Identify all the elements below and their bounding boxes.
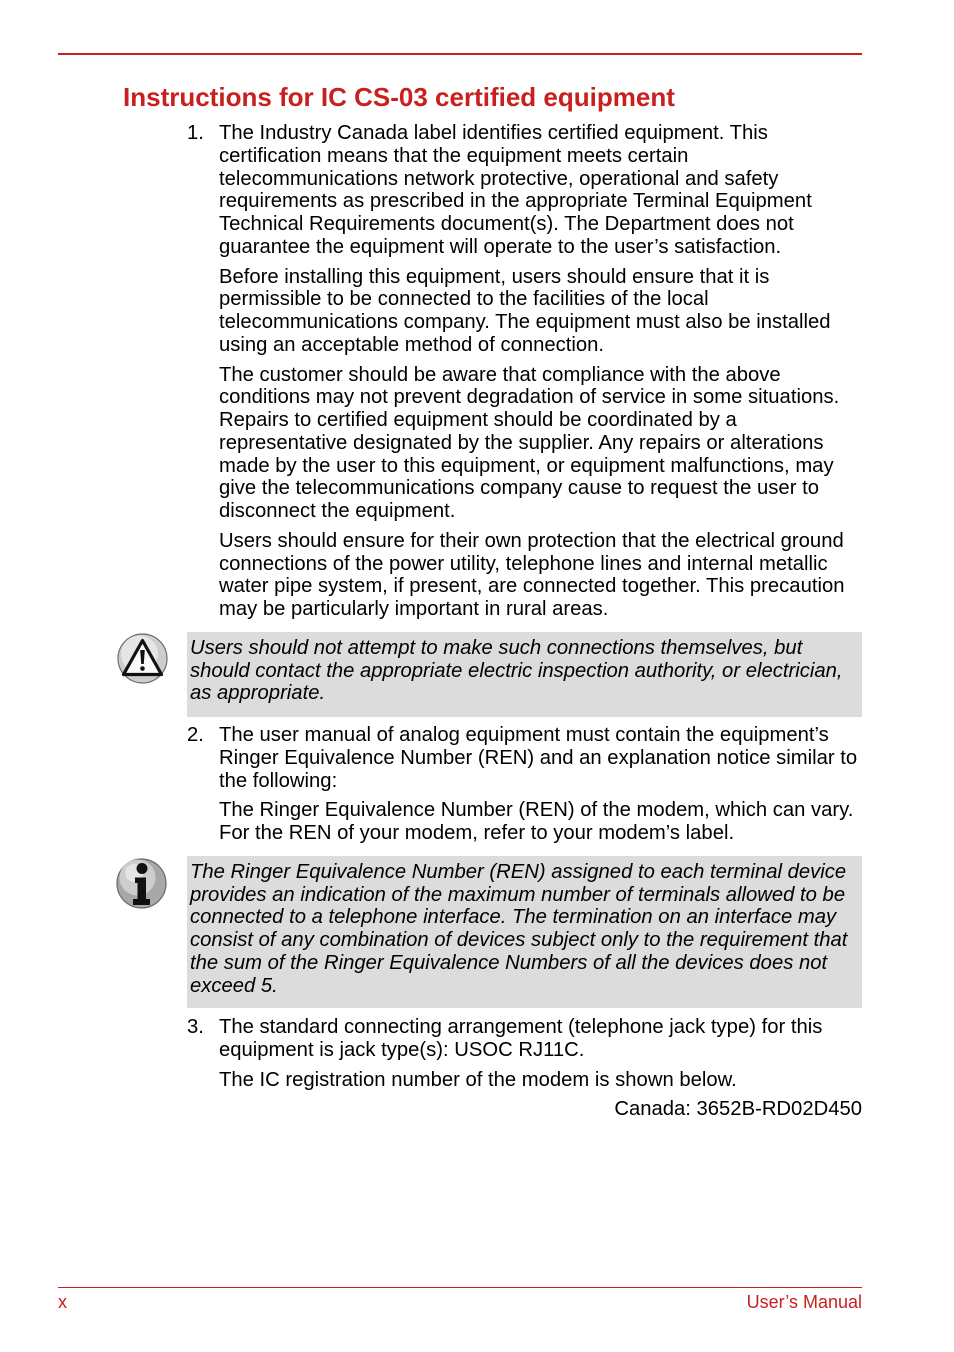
list-item-paragraph: Users should ensure for their own protection that the electrical ground connections of the power utility, telephone lines and internal metallic water pipe system, if present, are connected together. This precaution may be particularly important in rural areas. (219, 529, 845, 620)
warning-icon (117, 633, 168, 684)
section-heading: Instructions for IC CS-03 certified equipment (123, 82, 675, 112)
info-icon-graphic (116, 858, 167, 909)
list-item-paragraph: The user manual of analog equipment must contain the equipment’s Ringer Equivalence Number (REN) and an explanation notice similar to the following: (219, 724, 858, 792)
list-item-number: 1. (187, 122, 204, 144)
exclamation-mark-dot (140, 666, 145, 671)
list-item-paragraph: Before installing this equipment, users should ensure that it is permissible to be connected to the facilities of the local telecommunications company. The equipment must also be installed using an acceptable method of connection. (219, 265, 831, 356)
list-item-body (219, 122, 862, 621)
header-rule (58, 53, 862, 55)
list-item-number: 3. (187, 1016, 204, 1038)
info-note-text: The Ringer Equivalence Number (REN) assigned to each terminal device provides an indication of the maximum number of terminals allowed to be connected to a telephone interface. The termination on an interface may consist of any combination of devices subject only to the requirement that the sum of the Ringer Equivalence Numbers of all the devices does not exceed 5. (190, 860, 848, 997)
list-item (187, 122, 862, 628)
list-item-paragraph: The Industry Canada label identifies certified equipment. This certification means that the equipment meets certain telecommunications network protective, operational and safety requirements as prescribed in the appropriate Terminal Equipment Technical Requirements document(s). The Department does not guarantee the equipment will operate to the user’s satisfaction. (219, 122, 812, 258)
list-item-paragraph: The Ringer Equivalence Number (REN) of the modem, which can vary. For the REN of your modem, refer to your modem’s label. (219, 799, 854, 844)
list-item-paragraph: The IC registration number of the modem is shown below. (219, 1068, 737, 1091)
list-item-body (219, 724, 862, 845)
warning-note-text: Users should not attempt to make such connections themselves, but should contact the appropriate electric inspection authority, or electrician, as appropriate. (190, 636, 843, 705)
info-icon-dot (137, 863, 148, 874)
warning-icon-graphic (117, 633, 168, 684)
list-item-body (219, 1016, 862, 1121)
list-item-paragraph: The standard connecting arrangement (telephone jack type) for this equipment is jack type(s): USOC RJ11C. (219, 1016, 823, 1061)
footer-rule (58, 1287, 862, 1288)
list-item (187, 724, 862, 852)
ic-registration-number: Canada: 3652B-RD02D450 (614, 1098, 862, 1121)
info-icon (116, 858, 167, 909)
list-item (187, 1016, 862, 1128)
footer-page-number: x (58, 1292, 67, 1312)
info-note (187, 856, 862, 1008)
warning-note (187, 632, 862, 717)
list-item-number: 2. (187, 724, 204, 746)
footer-manual-title: User’s Manual (746, 1292, 862, 1312)
list-item-paragraph: The customer should be aware that compliance with the above conditions may not prevent degradation of service in some situations. Repairs to certified equipment should be coordinated by a representative designated by the supplier. Any repairs or alterations made by the user to this equipment, or equipment malfunctions, may give the telecommunications company cause to request the user to disconnect the equipment. (219, 363, 840, 522)
